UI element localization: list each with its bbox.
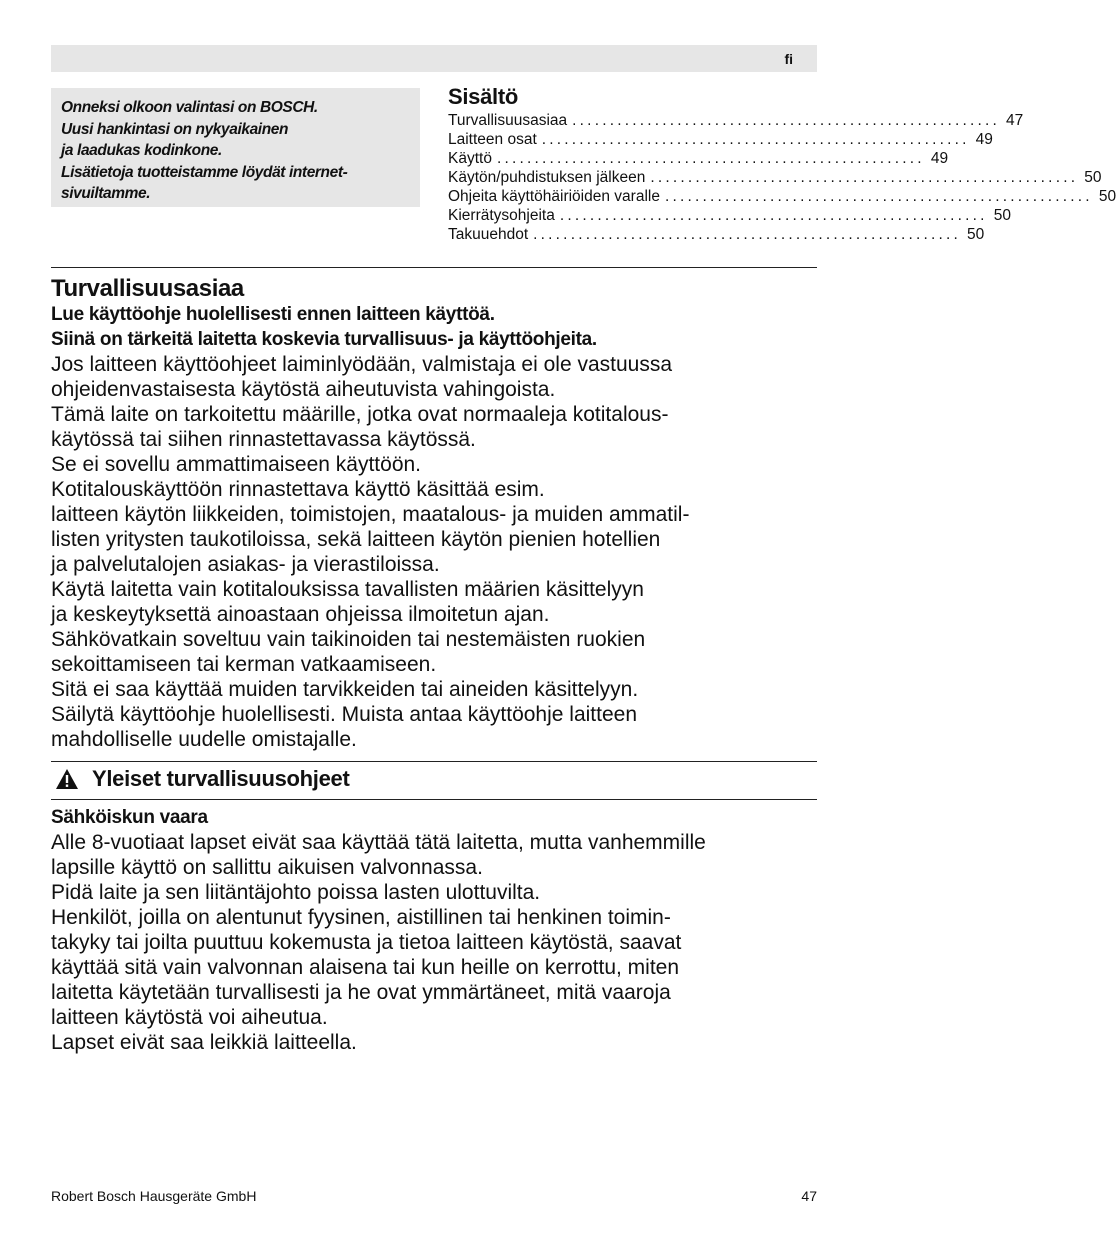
safety-text-line: Kotitalouskäyttöön rinnastettava käyttö käsittää esim. xyxy=(51,478,545,501)
toc-dot-leader: ......................................................... xyxy=(664,188,1093,205)
general-text-line: lapsille käyttö on sallittu aikuisen valvonnassa. xyxy=(51,856,483,879)
toc-dot-leader: ......................................................... xyxy=(572,112,1001,129)
section-divider xyxy=(51,799,817,800)
safety-text-line: ja keskeytyksettä ainoastaan ohjeissa ilmoitetun ajan. xyxy=(51,603,550,626)
general-safety-title: Yleiset turvallisuusohjeet xyxy=(92,766,350,791)
footer-company: Robert Bosch Hausgeräte GmbH xyxy=(51,1188,257,1204)
intro-line: Lisätietoja tuotteistamme löydät internet- xyxy=(61,163,348,181)
general-text-line: Henkilöt, joilla on alentunut fyysinen, aistillinen tai henkinen toimin- xyxy=(51,906,671,929)
safety-text-line: sekoittamiseen tai kerman vatkaamiseen. xyxy=(51,653,437,676)
toc-entry-title: Ohjeita käyttöhäiriöiden varalle xyxy=(448,188,660,205)
page-number: 47 xyxy=(801,1188,817,1204)
safety-text-line: laitteen käytön liikkeiden, toimistojen, maatalous- ja muiden ammatil- xyxy=(51,503,690,526)
toc-entry-page: 50 xyxy=(1084,169,1102,186)
safety-text-line: käytössä tai siihen rinnastettavassa käytössä. xyxy=(51,428,476,451)
toc-entry-title: Turvallisuusasiaa xyxy=(448,112,568,129)
page-footer xyxy=(51,1188,817,1204)
header-bar xyxy=(51,45,817,72)
toc-dot-leader: ......................................................... xyxy=(496,150,925,167)
toc-entry[interactable] xyxy=(448,225,985,244)
safety-title: Turvallisuusasiaa xyxy=(51,275,244,302)
safety-text-line: ja palvelutalojen asiakas- ja vierastiloissa. xyxy=(51,553,440,576)
toc-entry[interactable] xyxy=(448,111,1024,130)
toc-entry-title: Laitteen osat xyxy=(448,131,537,148)
toc-dot-leader: ......................................................... xyxy=(533,226,962,243)
toc-entry-title: Takuuehdot xyxy=(448,226,529,243)
section-divider xyxy=(51,267,817,268)
safety-text-line: Sitä ei saa käyttää muiden tarvikkeiden tai aineiden käsittelyyn. xyxy=(51,678,639,701)
toc-dot-leader: ......................................................... xyxy=(650,169,1079,186)
toc-title: Sisältö xyxy=(448,84,519,109)
language-code: fi xyxy=(784,51,793,67)
safety-text-line: Se ei sovellu ammattimaiseen käyttöön. xyxy=(51,453,422,476)
general-text-line: Alle 8-vuotiaat lapset eivät saa käyttää tätä laitetta, mutta vanhemmille xyxy=(51,831,706,854)
section-divider xyxy=(51,761,817,762)
warning-triangle-icon xyxy=(55,768,79,790)
toc-entry-title: Käytön/puhdistuksen jälkeen xyxy=(448,169,646,186)
safety-lead-line: Lue käyttöohje huolellisesti ennen laitteen käyttöä. xyxy=(51,304,495,325)
general-text-line: Pidä laite ja sen liitäntäjohto poissa lasten ulottuvilta. xyxy=(51,881,541,904)
general-text-line: käyttää sitä vain valvonnan alaisena tai kun heille on kerrottu, miten xyxy=(51,956,680,979)
toc-entry-page: 50 xyxy=(1098,188,1116,205)
toc-dot-leader: ......................................................... xyxy=(541,131,970,148)
electric-shock-subtitle: Sähköiskun vaara xyxy=(51,807,208,828)
safety-text-line: mahdolliselle uudelle omistajalle. xyxy=(51,728,357,751)
safety-text-line: Säilytä käyttöohje huolellisesti. Muista antaa käyttöohje laitteen xyxy=(51,703,638,726)
toc-entry-page: 50 xyxy=(993,207,1011,224)
electric-shock-section xyxy=(51,805,817,1055)
toc-entry-page: 49 xyxy=(975,131,993,148)
safety-lead-line: Siinä on tärkeitä laitetta koskevia turvallisuus- ja käyttöohjeita. xyxy=(51,329,597,350)
table-of-contents xyxy=(448,84,1116,244)
toc-entry-page: 50 xyxy=(967,226,985,243)
general-text-line: Lapset eivät saa leikkiä laitteella. xyxy=(51,1031,357,1054)
safety-text-line: ohjeidenvastaisesta käytöstä aiheutuvista vahingoista. xyxy=(51,378,556,401)
intro-line: ja laadukas kodinkone. xyxy=(61,142,222,159)
intro-line: Uusi hankintasi on nykyaikainen xyxy=(61,120,289,138)
safety-text-line: Sähkövatkain soveltuu vain taikinoiden tai nestemäisten ruokien xyxy=(51,628,646,651)
general-text-line: laitetta käytetään turvallisesti ja he ovat ymmärtäneet, mitä vaaroja xyxy=(51,981,671,1004)
safety-text-line: Käytä laitetta vain kotitalouksissa tavallisten määrien käsittelyyn xyxy=(51,578,644,601)
safety-section xyxy=(51,275,817,752)
safety-text-line: listen yritysten taukotiloissa, sekä laitteen käytön pienien hotellien xyxy=(51,528,661,551)
general-safety-heading xyxy=(51,765,817,792)
toc-entry[interactable] xyxy=(448,168,1102,187)
safety-text-line: Jos laitteen käyttöohjeet laiminlyödään, valmistaja ei ole vastuussa xyxy=(51,353,673,376)
toc-entry[interactable] xyxy=(448,187,1116,206)
toc-dot-leader: ......................................................... xyxy=(559,207,988,224)
toc-entry[interactable] xyxy=(448,206,1011,225)
general-text-line: takyky tai joilta puuttuu kokemusta ja tietoa laitteen käytöstä, saavat xyxy=(51,931,682,954)
toc-entry-page: 49 xyxy=(930,150,949,167)
intro-box xyxy=(51,88,420,207)
toc-entry-page: 47 xyxy=(1006,112,1024,129)
toc-entry-title: Käyttö xyxy=(448,150,492,167)
intro-line: sivuiltamme. xyxy=(61,185,151,202)
toc-entry-title: Kierrätysohjeita xyxy=(448,207,555,224)
toc-entry[interactable] xyxy=(448,130,993,149)
toc-entry[interactable] xyxy=(448,149,949,168)
general-text-line: laitteen käytöstä voi aiheutua. xyxy=(51,1006,328,1029)
safety-text-line: Tämä laite on tarkoitettu määrille, jotka ovat normaaleja kotitalous- xyxy=(51,403,669,426)
intro-line: Onneksi olkoon valintasi on BOSCH. xyxy=(61,99,318,116)
